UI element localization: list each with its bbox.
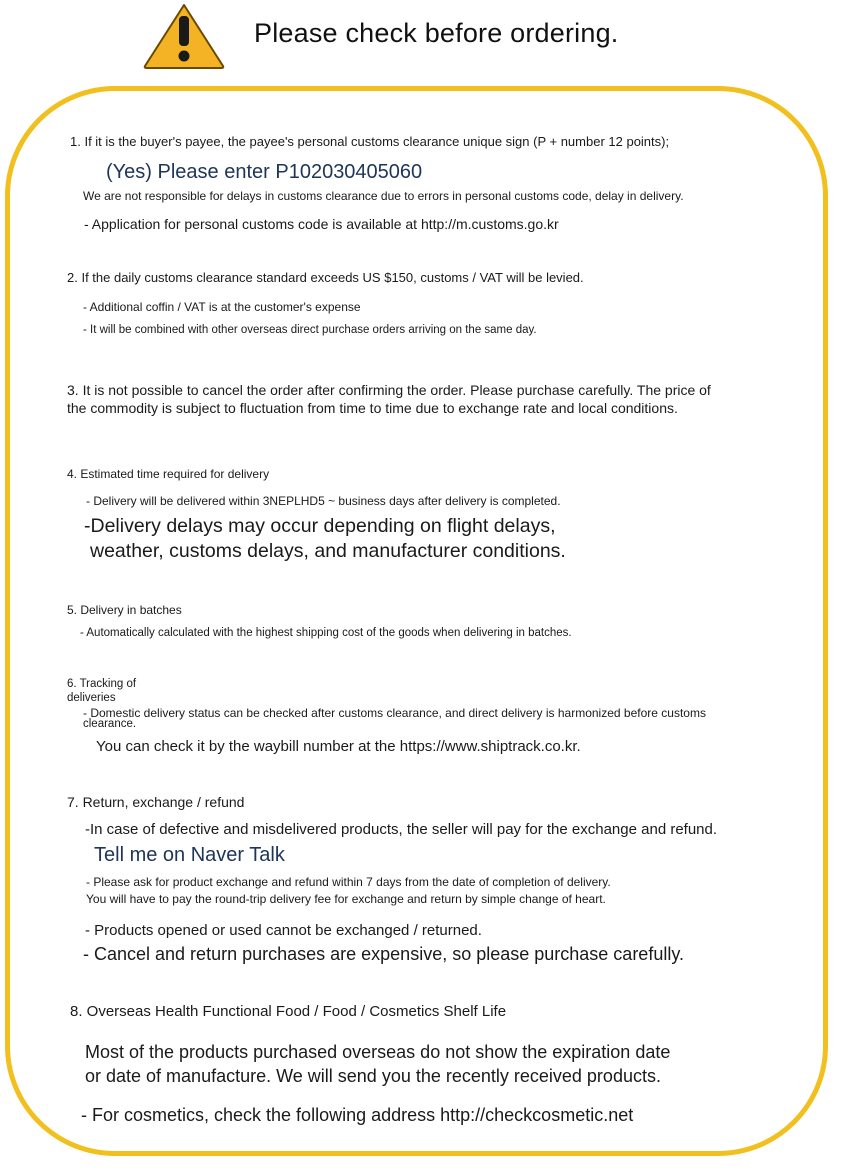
- section-3-line-1: 3. It is not possible to cancel the order after confirming the order. Please purchase carefully. The price of: [67, 382, 711, 398]
- section-3-line-2: the commodity is subject to fluctuation from time to time due to exchange rate and local conditions.: [67, 400, 678, 416]
- section-2-line-1: - Additional coffin / VAT is at the customer's expense: [83, 300, 361, 314]
- section-7-line-5: - Cancel and return purchases are expensive, so please purchase carefully.: [83, 944, 684, 964]
- section-6-line-1: - Domestic delivery status can be checked after customs clearance, and direct delivery is harmonized before customs: [83, 706, 706, 720]
- section-8-line-3: - For cosmetics, check the following address http://checkcosmetic.net: [81, 1105, 634, 1125]
- section-7-line-2: - Please ask for product exchange and refund within 7 days from the date of completion of delivery.: [86, 875, 611, 889]
- section-6-title-line-1: 6. Tracking of: [67, 678, 137, 690]
- customs-code-example: (Yes) Please enter P102030405060: [106, 161, 423, 183]
- section-2-line-2: - It will be combined with other overseas direct purchase orders arriving on the same day.: [83, 324, 537, 336]
- notice-frame: [5, 86, 828, 1156]
- section-6-title-line-2: deliveries: [67, 692, 116, 704]
- section-7-title: 7. Return, exchange / refund: [67, 794, 245, 810]
- naver-talk-line: Tell me on Naver Talk: [94, 844, 285, 866]
- customs-code-link: - Application for personal customs code is available at http://m.customs.go.kr: [84, 216, 559, 232]
- section-7-line-3: You will have to pay the round-trip delivery fee for exchange and return by simple change of heart.: [86, 892, 606, 906]
- section-7-line-1: -In case of defective and misdelivered products, the seller will pay for the exchange and refund.: [85, 821, 718, 838]
- section-6-line-2: clearance.: [83, 718, 137, 730]
- customs-code-note: We are not responsible for delays in customs clearance due to errors in personal customs code, delay in delivery.: [83, 189, 684, 203]
- section-4-line-1: - Delivery will be delivered within 3NEPLHD5 ~ business days after delivery is completed.: [86, 494, 561, 508]
- warning-icon: [142, 2, 226, 70]
- section-2-title: 2. If the daily customs clearance standard exceeds US $150, customs / VAT will be levied.: [67, 270, 584, 285]
- section-4-big-line-2: weather, customs delays, and manufacturer conditions.: [90, 540, 566, 562]
- section-1-title: 1. If it is the buyer's payee, the payee's personal customs clearance unique sign (P + number 12 points);: [70, 134, 670, 149]
- section-4-big-line-1: -Delivery delays may occur depending on flight delays,: [84, 515, 556, 537]
- section-5-title: 5. Delivery in batches: [67, 603, 182, 617]
- section-7-line-4: - Products opened or used cannot be exchanged / returned.: [85, 922, 482, 939]
- page-title: Please check before ordering.: [254, 18, 619, 48]
- section-6-tracking-line: You can check it by the waybill number at the https://www.shiptrack.co.kr.: [96, 738, 581, 755]
- section-8-title: 8. Overseas Health Functional Food / Food / Cosmetics Shelf Life: [70, 1003, 507, 1020]
- section-8-line-2: or date of manufacture. We will send you the recently received products.: [85, 1066, 661, 1086]
- section-8-line-1: Most of the products purchased overseas do not show the expiration date: [85, 1042, 671, 1062]
- section-4-title: 4. Estimated time required for delivery: [67, 467, 270, 481]
- section-5-line-1: - Automatically calculated with the highest shipping cost of the goods when delivering in batches.: [80, 627, 572, 639]
